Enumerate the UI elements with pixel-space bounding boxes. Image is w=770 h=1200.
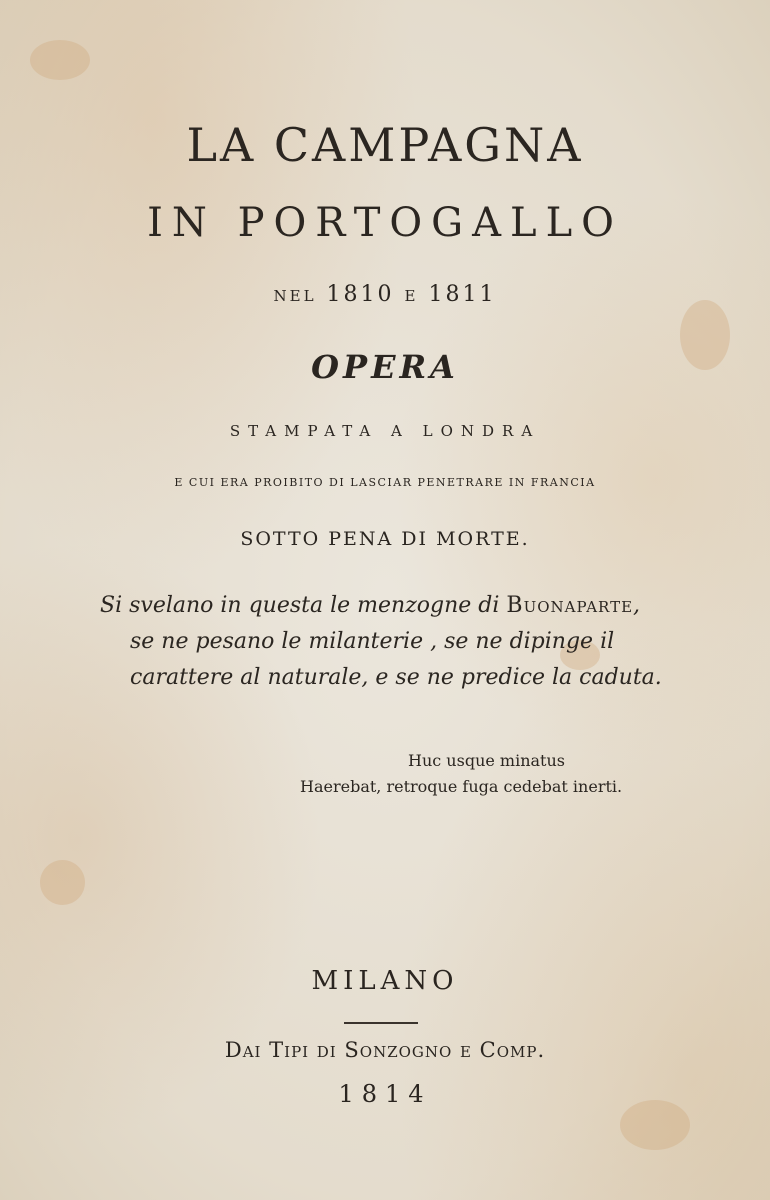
description-line-1 <box>100 588 660 624</box>
foxing-stain <box>30 40 90 80</box>
printed-in-label: STAMPATA A LONDRA <box>229 422 541 440</box>
foxing-stain <box>40 860 85 905</box>
description-name: Buonaparte <box>506 593 634 618</box>
imprint-printer: Dai Tipi di Sonzogno e Comp. <box>224 1038 546 1062</box>
title-line-1: LA CAMPAGNA <box>186 118 584 172</box>
imprint-divider <box>344 1022 418 1024</box>
description-line-3: carattere al naturale, e se ne predice la caduta. <box>130 665 662 690</box>
prohibition-note: E CUI ERA PROIBITO DI LASCIAR PENETRARE IN FRANCIA <box>174 476 596 489</box>
genre-label: OPERA <box>311 348 459 386</box>
epigraph <box>300 748 622 800</box>
title-line-2: IN PORTOGALLO <box>147 200 623 246</box>
description-paragraph <box>100 588 660 696</box>
epigraph-line-1: Huc usque minatus <box>408 751 565 770</box>
imprint-year: 1814 <box>338 1080 432 1108</box>
epigraph-line-2: Haerebat, retroque fuga cedebat inerti. <box>300 777 623 796</box>
imprint-place: MILANO <box>311 966 459 996</box>
description-line-1-text: Si svelano in questa le menzogne di <box>100 593 507 618</box>
penalty-note: SOTTO PENA DI MORTE. <box>240 528 530 550</box>
title-years: nel 1810 e 1811 <box>273 282 497 307</box>
description-line-2: se ne pesano le milanterie , se ne dipinge il <box>130 629 615 654</box>
description-line-1-end: , <box>633 593 641 618</box>
